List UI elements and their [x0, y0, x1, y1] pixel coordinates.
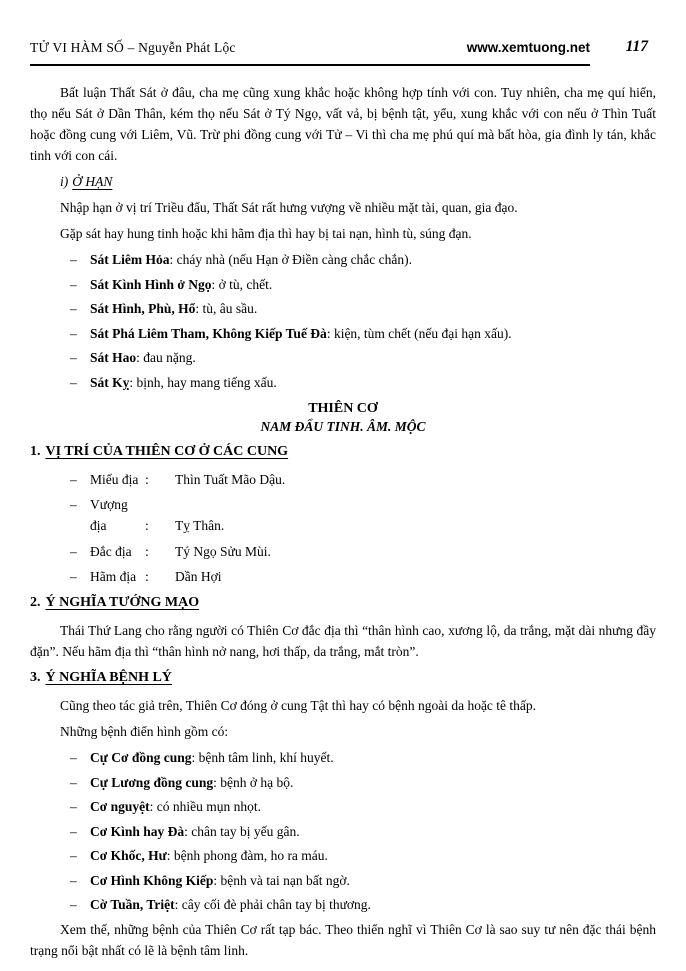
colon-separator: :	[145, 471, 149, 487]
bullet-desc: : bịnh, hay mang tiếng xấu.	[129, 374, 277, 390]
list-item	[30, 298, 656, 319]
header-rule	[30, 40, 590, 66]
dash-marker: –	[70, 872, 77, 888]
page-number: 117	[625, 38, 648, 55]
list-item	[30, 870, 656, 891]
paragraph-sat-hung: Gặp sát hay hung tinh hoặc khi hãm địa thì hay bị tai nạn, hình tù, súng đạn.	[60, 226, 472, 241]
dash-marker: –	[70, 750, 77, 765]
bullet-desc: : có nhiều mụn nhọt.	[149, 799, 261, 814]
bullet-term: Cơ nguyệt	[90, 799, 150, 814]
position-label: Miếu địa	[90, 471, 139, 487]
list-item	[30, 347, 656, 368]
dash-marker: –	[70, 350, 77, 365]
bullet-desc: : kiện, tùm chết (nếu đại hạn xấu).	[326, 325, 512, 341]
position-value: Thìn Tuất Mão Dậu.	[175, 471, 286, 487]
subheading-prefix: i)	[60, 174, 69, 189]
dash-marker: –	[70, 569, 77, 584]
position-row	[30, 469, 656, 490]
bullet-term: Sát Liêm Hỏa	[90, 252, 170, 267]
position-row	[30, 566, 656, 587]
bullet-term: Cờ Tuần, Triệt	[90, 897, 175, 912]
paragraph-benh-list-lead: Những bệnh điển hình gồm có:	[60, 724, 229, 739]
list-item	[30, 372, 656, 393]
list-item	[30, 772, 656, 793]
position-label: Đắc địa	[90, 543, 132, 559]
page-content	[30, 82, 656, 961]
section-number: 2.	[30, 595, 41, 610]
list-item	[30, 747, 656, 768]
dash-marker: –	[70, 823, 77, 839]
subheading-label: Ở HẠN	[72, 174, 113, 189]
bullet-term: Sát Kình Hình ở Ngọ	[90, 276, 212, 292]
paragraph-tuong-mao: Thái Thứ Lang cho rằng người có Thiên Cơ đắc địa thì “thân hình cao, xương lộ, da trắng, mặt dài nhưng đầy đặn”. Nếu hãm địa thì “thân hình nở nang, hơi thấp, da trắng, mắt tròn”.	[30, 623, 656, 659]
bullet-desc: : bệnh tâm linh, khí huyết.	[191, 750, 334, 765]
bullet-term: Cự Cơ đồng cung	[90, 750, 192, 765]
section-title: Ý NGHĨA TƯỚNG MẠO	[45, 595, 200, 610]
section-number: 1.	[30, 443, 41, 459]
dash-marker: –	[70, 325, 77, 341]
bullet-desc: : cây cối đè phải chân tay bị thương.	[174, 897, 371, 912]
colon-separator: :	[145, 569, 149, 584]
dash-marker: –	[70, 374, 77, 390]
bullet-desc: : bệnh phong đàm, ho ra máu.	[166, 848, 328, 863]
position-row	[30, 494, 656, 536]
list-item	[30, 821, 656, 842]
dash-marker: –	[70, 497, 77, 512]
bullet-term: Sát Phá Liêm Tham, Không Kiếp Tuế Đà	[90, 325, 327, 341]
bullet-desc: : chân tay bị yếu gân.	[184, 823, 300, 839]
bullet-desc: : bệnh ở hạ bộ.	[213, 774, 294, 790]
dash-marker: –	[70, 848, 77, 863]
section-title: Ý NGHĨA BỆNH LÝ	[45, 670, 172, 685]
paragraph-benh-ly-intro: Cũng theo tác giả trên, Thiên Cơ đóng ở cung Tật thì hay có bệnh ngoài da hoặc tê thấp.	[60, 698, 537, 713]
chapter-title: THIÊN CƠ	[308, 400, 378, 416]
position-value: Tý Ngọ Sửu Mùi.	[175, 543, 271, 559]
bullet-desc: : cháy nhà (nếu Hạn ở Điền càng chắc chắn).	[169, 252, 413, 267]
website-link[interactable]: www.xemtuong.net	[466, 40, 590, 55]
position-value: Tỵ Thân.	[175, 518, 225, 533]
bullet-desc: : ở tù, chết.	[211, 276, 273, 292]
list-item	[30, 845, 656, 866]
dash-marker: –	[70, 774, 77, 790]
chapter-subtitle: NAM ĐẨU TINH. ÂM. MỘC	[260, 418, 426, 434]
list-item	[30, 249, 656, 270]
paragraph-that-sat-intro: Bất luận Thất Sát ở đâu, cha mẹ cũng xung khắc hoặc không hợp tính với con. Tuy nhiên, cha mẹ quí hiển, thọ nếu Sát ở Dần Thân, kém thọ nếu Sát ở Tý Ngọ, vất vả, bị bệnh tật, yểu, xung khắc với con nếu ở Thìn Tuất hoặc đồng cung với Liêm, Vũ. Trừ phi đồng cung với Tử – Vi thì cha mẹ phú quí mà bất hòa, gia đình ly tán, khắc tinh với con cái.	[30, 85, 656, 163]
colon-separator: :	[145, 543, 149, 559]
section-title: VỊ TRÍ CỦA THIÊN CƠ Ở CÁC CUNG	[45, 443, 289, 459]
dash-marker: –	[70, 276, 77, 292]
page-header	[30, 40, 656, 66]
section-heading-2	[30, 593, 656, 612]
dash-marker: –	[70, 543, 77, 559]
dash-marker: –	[70, 471, 77, 487]
section-heading-3	[30, 668, 656, 687]
bullet-term: Sát Hao	[90, 350, 137, 365]
bullet-term: Cơ Hình Không Kiếp	[90, 872, 214, 888]
dash-marker: –	[70, 301, 77, 316]
list-item	[30, 796, 656, 817]
paragraph-closing: Xem thế, những bệnh của Thiên Cơ rất tạp bác. Theo thiển nghĩ vì Thiên Cơ là sao suy tư nên đặc thái bệnh trạng nổi bật nhất có lẽ là bệnh tâm linh.	[30, 921, 656, 958]
dash-marker: –	[70, 897, 77, 912]
dash-marker: –	[70, 799, 77, 814]
bullet-desc: : bệnh và tai nạn bất ngờ.	[213, 872, 350, 888]
book-title: TỬ VI HÀM SỐ – Nguyễn Phát Lộc	[30, 40, 236, 55]
position-value: Dần Hợi	[175, 569, 222, 584]
bullet-term: Sát Kỵ	[90, 374, 130, 390]
list-item	[30, 894, 656, 915]
bullet-term: Cơ Kình hay Đà	[90, 823, 185, 839]
paragraph-trieu-dau: Nhập hạn ở vị trí Triều đẩu, Thất Sát rất hưng vượng về nhiều mặt tài, quan, gia đạo.	[60, 200, 518, 215]
list-item	[30, 274, 656, 295]
dash-marker: –	[70, 252, 77, 267]
bullet-term: Cự Lương đồng cung	[90, 774, 214, 790]
section-number: 3.	[30, 670, 41, 685]
position-label: Vượng địa	[90, 497, 128, 533]
subheading-o-han	[30, 171, 656, 192]
position-label: Hãm địa	[90, 569, 137, 584]
bullet-desc: : đau nặng.	[136, 350, 196, 365]
section-heading-1	[30, 442, 656, 461]
bullet-desc: : tù, âu sầu.	[195, 301, 258, 316]
colon-separator: :	[145, 518, 149, 533]
bullet-term: Sát Hình, Phù, Hổ	[90, 301, 196, 316]
position-row	[30, 541, 656, 562]
chapter-heading	[30, 400, 656, 436]
list-item	[30, 323, 656, 344]
bullet-term: Cơ Khốc, Hư	[90, 848, 167, 863]
